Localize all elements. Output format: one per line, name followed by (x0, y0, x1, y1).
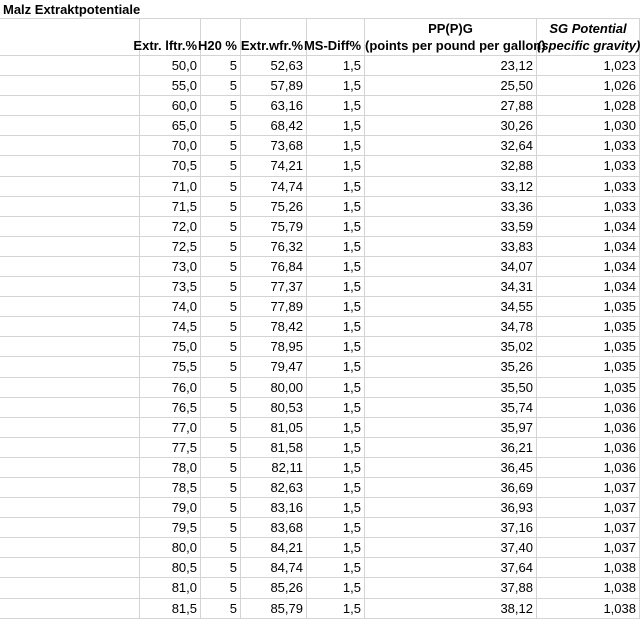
cell-empty[interactable] (0, 197, 140, 216)
cell-extr-wfr[interactable]: 74,21 (241, 156, 307, 175)
cell-empty[interactable] (0, 317, 140, 336)
table-row (0, 297, 640, 317)
cell-h20[interactable]: 5 (201, 578, 241, 597)
cell-ppg[interactable]: 38,12 (365, 599, 537, 618)
cell-ppg[interactable]: 34,31 (365, 277, 537, 296)
cell-ppg[interactable]: 35,97 (365, 418, 537, 437)
cell-h20[interactable]: 5 (201, 257, 241, 276)
cell-sg-potential[interactable]: 1,033 (537, 197, 640, 216)
cell-empty[interactable] (0, 56, 140, 75)
cell-sg-potential[interactable]: 1,037 (537, 498, 640, 517)
cell-ppg[interactable]: 34,78 (365, 317, 537, 336)
cell-empty[interactable] (0, 498, 140, 517)
sheet-title[interactable]: Malz Extraktpotentiale (3, 2, 141, 17)
cell-extr-wfr[interactable]: 75,26 (241, 197, 307, 216)
cell-ms-diff[interactable]: 1,5 (307, 378, 365, 397)
cell-extr-lftr[interactable]: 74,5 (140, 317, 201, 336)
cell-sg-potential[interactable]: 1,036 (537, 458, 640, 477)
cell-empty[interactable] (0, 277, 140, 296)
cell-empty[interactable] (0, 96, 140, 115)
cell-ms-diff[interactable]: 1,5 (307, 217, 365, 236)
cell-ppg[interactable]: 35,02 (365, 337, 537, 356)
cell-empty[interactable] (0, 599, 140, 618)
table-row (0, 518, 640, 538)
table-row (0, 478, 640, 498)
cell-ms-diff[interactable]: 1,5 (307, 418, 365, 437)
cell-ms-diff[interactable]: 1,5 (307, 76, 365, 95)
cell-ms-diff[interactable]: 1,5 (307, 398, 365, 417)
cell-extr-lftr[interactable]: 78,0 (140, 458, 201, 477)
cell-extr-wfr[interactable]: 77,37 (241, 277, 307, 296)
table-row (0, 56, 640, 76)
cell-ppg[interactable]: 25,50 (365, 76, 537, 95)
cell-empty[interactable] (0, 297, 140, 316)
table-body (0, 56, 640, 619)
table-row (0, 337, 640, 357)
header-h20[interactable]: H20 % (201, 19, 241, 55)
cell-sg-potential[interactable]: 1,034 (537, 217, 640, 236)
cell-sg-potential[interactable]: 1,037 (537, 518, 640, 537)
cell-ms-diff[interactable]: 1,5 (307, 518, 365, 537)
cell-h20[interactable]: 5 (201, 378, 241, 397)
cell-sg-potential[interactable]: 1,035 (537, 357, 640, 376)
cell-extr-wfr[interactable]: 74,74 (241, 177, 307, 196)
header-extr-lftr[interactable]: Extr. lftr.% (140, 19, 201, 55)
table-row (0, 378, 640, 398)
cell-h20[interactable]: 5 (201, 217, 241, 236)
cell-ppg[interactable]: 36,45 (365, 458, 537, 477)
cell-ppg[interactable]: 37,16 (365, 518, 537, 537)
cell-empty[interactable] (0, 237, 140, 256)
cell-h20[interactable]: 5 (201, 156, 241, 175)
header-ppg[interactable]: PP(P)G (points per pound per gallon) (365, 21, 546, 53)
cell-extr-lftr[interactable]: 65,0 (140, 116, 201, 135)
header-ms-diff[interactable]: MS-Diff% (307, 19, 365, 55)
cell-extr-wfr[interactable]: 78,42 (241, 317, 307, 336)
table-row (0, 418, 640, 438)
cell-sg-potential[interactable]: 1,038 (537, 558, 640, 577)
table-row (0, 578, 640, 598)
cell-empty[interactable] (0, 438, 140, 457)
cell-empty[interactable] (0, 257, 140, 276)
table-row (0, 558, 640, 578)
cell-extr-lftr[interactable]: 60,0 (140, 96, 201, 115)
cell-h20[interactable]: 5 (201, 337, 241, 356)
cell-h20[interactable]: 5 (201, 116, 241, 135)
cell-h20[interactable]: 5 (201, 558, 241, 577)
cell-ms-diff[interactable]: 1,5 (307, 197, 365, 216)
cell-extr-wfr[interactable]: 85,79 (241, 599, 307, 618)
cell-empty[interactable] (0, 116, 140, 135)
cell-sg-potential[interactable]: 1,035 (537, 297, 640, 316)
cell-ms-diff[interactable]: 1,5 (307, 136, 365, 155)
cell-ms-diff[interactable]: 1,5 (307, 297, 365, 316)
table-row (0, 599, 640, 619)
table-row (0, 538, 640, 558)
cell-ms-diff[interactable]: 1,5 (307, 478, 365, 497)
cell-h20[interactable]: 5 (201, 96, 241, 115)
cell-extr-wfr[interactable]: 77,89 (241, 297, 307, 316)
cell-extr-lftr[interactable]: 75,0 (140, 337, 201, 356)
cell-h20[interactable]: 5 (201, 418, 241, 437)
cell-ms-diff[interactable]: 1,5 (307, 438, 365, 457)
cell-ms-diff[interactable]: 1,5 (307, 317, 365, 336)
cell-extr-wfr[interactable]: 80,00 (241, 378, 307, 397)
cell-empty[interactable] (0, 558, 140, 577)
table-row (0, 257, 640, 277)
table-row (0, 237, 640, 257)
cell-extr-wfr[interactable]: 83,16 (241, 498, 307, 517)
cell-sg-potential[interactable]: 1,023 (537, 56, 640, 75)
cell-extr-lftr[interactable]: 50,0 (140, 56, 201, 75)
cell-ms-diff[interactable]: 1,5 (307, 578, 365, 597)
cell-h20[interactable]: 5 (201, 357, 241, 376)
table-row (0, 438, 640, 458)
cell-h20[interactable]: 5 (201, 478, 241, 497)
cell-extr-lftr[interactable]: 77,5 (140, 438, 201, 457)
cell-extr-lftr[interactable]: 77,0 (140, 418, 201, 437)
cell-extr-wfr[interactable]: 63,16 (241, 96, 307, 115)
cell-sg-potential[interactable]: 1,035 (537, 337, 640, 356)
cell-ms-diff[interactable]: 1,5 (307, 357, 365, 376)
cell-extr-lftr[interactable]: 72,0 (140, 217, 201, 236)
cell-extr-wfr[interactable]: 52,63 (241, 56, 307, 75)
cell-ppg[interactable]: 36,93 (365, 498, 537, 517)
table-row (0, 217, 640, 237)
cell-empty[interactable] (0, 136, 140, 155)
cell-ppg[interactable]: 37,88 (365, 578, 537, 597)
cell-extr-lftr[interactable]: 79,0 (140, 498, 201, 517)
cell-ppg[interactable]: 27,88 (365, 96, 537, 115)
cell-ppg[interactable]: 33,59 (365, 217, 537, 236)
table-row (0, 357, 640, 377)
table-row (0, 458, 640, 478)
cell-extr-lftr[interactable]: 76,0 (140, 378, 201, 397)
cell-h20[interactable]: 5 (201, 56, 241, 75)
cell-ppg[interactable]: 35,50 (365, 378, 537, 397)
cell-empty[interactable] (0, 418, 140, 437)
cell-sg-potential[interactable]: 1,036 (537, 418, 640, 437)
cell-ms-diff[interactable]: 1,5 (307, 277, 365, 296)
cell-extr-lftr[interactable]: 70,5 (140, 156, 201, 175)
cell-extr-wfr[interactable]: 80,53 (241, 398, 307, 417)
cell-extr-lftr[interactable]: 70,0 (140, 136, 201, 155)
cell-extr-lftr[interactable]: 71,0 (140, 177, 201, 196)
cell-empty[interactable] (0, 538, 140, 557)
cell-ppg[interactable]: 36,21 (365, 438, 537, 457)
cell-extr-wfr[interactable]: 68,42 (241, 116, 307, 135)
cell-ppg[interactable]: 36,69 (365, 478, 537, 497)
cell-extr-wfr[interactable]: 81,58 (241, 438, 307, 457)
cell-ppg[interactable]: 35,74 (365, 398, 537, 417)
cell-ppg[interactable]: 32,88 (365, 156, 537, 175)
cell-extr-lftr[interactable]: 81,0 (140, 578, 201, 597)
cell-h20[interactable]: 5 (201, 136, 241, 155)
cell-ppg[interactable]: 32,64 (365, 136, 537, 155)
cell-h20[interactable]: 5 (201, 438, 241, 457)
cell-empty[interactable] (0, 156, 140, 175)
cell-extr-wfr[interactable]: 81,05 (241, 418, 307, 437)
cell-extr-wfr[interactable]: 78,95 (241, 337, 307, 356)
cell-h20[interactable]: 5 (201, 538, 241, 557)
table-row (0, 156, 640, 176)
cell-h20[interactable]: 5 (201, 458, 241, 477)
table-row (0, 177, 640, 197)
cell-extr-lftr[interactable]: 81,5 (140, 599, 201, 618)
cell-h20[interactable]: 5 (201, 518, 241, 537)
cell-empty[interactable] (0, 378, 140, 397)
cell-sg-potential[interactable]: 1,035 (537, 378, 640, 397)
cell-ppg[interactable]: 30,26 (365, 116, 537, 135)
cell-h20[interactable]: 5 (201, 297, 241, 316)
cell-extr-lftr[interactable]: 75,5 (140, 357, 201, 376)
cell-empty[interactable] (0, 76, 140, 95)
cell-empty[interactable] (0, 458, 140, 477)
cell-empty[interactable] (0, 357, 140, 376)
cell-ms-diff[interactable]: 1,5 (307, 257, 365, 276)
cell-extr-wfr[interactable]: 75,79 (241, 217, 307, 236)
cell-sg-potential[interactable]: 1,038 (537, 599, 640, 618)
cell-h20[interactable]: 5 (201, 317, 241, 336)
cell-ppg[interactable]: 33,83 (365, 237, 537, 256)
table-row (0, 277, 640, 297)
cell-h20[interactable]: 5 (201, 599, 241, 618)
cell-extr-lftr[interactable]: 73,0 (140, 257, 201, 276)
title-row (0, 0, 640, 19)
cell-extr-wfr[interactable]: 76,32 (241, 237, 307, 256)
cell-h20[interactable]: 5 (201, 237, 241, 256)
header-sg-potential[interactable]: SG Potential (specific gravity) (537, 21, 640, 53)
cell-sg-potential[interactable]: 1,037 (537, 538, 640, 557)
cell-extr-wfr[interactable]: 84,74 (241, 558, 307, 577)
cell-ms-diff[interactable]: 1,5 (307, 177, 365, 196)
table-row (0, 96, 640, 116)
cell-ppg[interactable]: 23,12 (365, 56, 537, 75)
cell-ppg[interactable]: 37,40 (365, 538, 537, 557)
cell-ppg[interactable]: 34,07 (365, 257, 537, 276)
cell-ppg[interactable]: 37,64 (365, 558, 537, 577)
cell-extr-wfr[interactable]: 82,11 (241, 458, 307, 477)
cell-extr-lftr[interactable]: 74,0 (140, 297, 201, 316)
data-grid (0, 19, 640, 619)
table-row (0, 136, 640, 156)
cell-extr-wfr[interactable]: 76,84 (241, 257, 307, 276)
cell-sg-potential[interactable]: 1,037 (537, 478, 640, 497)
cell-sg-potential[interactable]: 1,033 (537, 177, 640, 196)
cell-h20[interactable]: 5 (201, 197, 241, 216)
cell-ms-diff[interactable]: 1,5 (307, 56, 365, 75)
cell-sg-potential[interactable]: 1,028 (537, 96, 640, 115)
cell-sg-potential[interactable]: 1,030 (537, 116, 640, 135)
cell-sg-potential[interactable]: 1,035 (537, 317, 640, 336)
table-row (0, 498, 640, 518)
cell-h20[interactable]: 5 (201, 277, 241, 296)
cell-sg-potential[interactable]: 1,034 (537, 257, 640, 276)
cell-sg-potential[interactable]: 1,026 (537, 76, 640, 95)
cell-h20[interactable]: 5 (201, 498, 241, 517)
cell-sg-potential[interactable]: 1,038 (537, 578, 640, 597)
cell-h20[interactable]: 5 (201, 76, 241, 95)
cell-extr-wfr[interactable]: 84,21 (241, 538, 307, 557)
cell-ms-diff[interactable]: 1,5 (307, 599, 365, 618)
cell-extr-wfr[interactable]: 79,47 (241, 357, 307, 376)
cell-extr-wfr[interactable]: 85,26 (241, 578, 307, 597)
cell-extr-lftr[interactable]: 79,5 (140, 518, 201, 537)
table-row (0, 76, 640, 96)
cell-extr-lftr[interactable]: 78,5 (140, 478, 201, 497)
cell-h20[interactable]: 5 (201, 177, 241, 196)
cell-extr-lftr[interactable]: 71,5 (140, 197, 201, 216)
cell-sg-potential[interactable]: 1,033 (537, 156, 640, 175)
cell-empty[interactable] (0, 217, 140, 236)
cell-ppg[interactable]: 35,26 (365, 357, 537, 376)
cell-empty[interactable] (0, 578, 140, 597)
cell-extr-lftr[interactable]: 72,5 (140, 237, 201, 256)
cell-extr-wfr[interactable]: 57,89 (241, 76, 307, 95)
header-cell-empty[interactable] (0, 19, 140, 55)
cell-sg-potential[interactable]: 1,033 (537, 136, 640, 155)
cell-extr-lftr[interactable]: 55,0 (140, 76, 201, 95)
cell-sg-potential[interactable]: 1,034 (537, 237, 640, 256)
cell-ms-diff[interactable]: 1,5 (307, 116, 365, 135)
table-row (0, 317, 640, 337)
cell-extr-lftr[interactable]: 80,0 (140, 538, 201, 557)
cell-extr-wfr[interactable]: 83,68 (241, 518, 307, 537)
cell-ms-diff[interactable]: 1,5 (307, 156, 365, 175)
cell-ppg[interactable]: 33,12 (365, 177, 537, 196)
cell-ms-diff[interactable]: 1,5 (307, 337, 365, 356)
cell-ms-diff[interactable]: 1,5 (307, 458, 365, 477)
cell-extr-wfr[interactable]: 82,63 (241, 478, 307, 497)
cell-ms-diff[interactable]: 1,5 (307, 538, 365, 557)
cell-extr-lftr[interactable]: 76,5 (140, 398, 201, 417)
cell-sg-potential[interactable]: 1,036 (537, 398, 640, 417)
cell-empty[interactable] (0, 337, 140, 356)
cell-empty[interactable] (0, 398, 140, 417)
cell-sg-potential[interactable]: 1,034 (537, 277, 640, 296)
header-row (0, 19, 640, 56)
cell-ms-diff[interactable]: 1,5 (307, 558, 365, 577)
table-row (0, 398, 640, 418)
table-row (0, 197, 640, 217)
cell-empty[interactable] (0, 177, 140, 196)
cell-extr-wfr[interactable]: 73,68 (241, 136, 307, 155)
cell-ppg[interactable]: 33,36 (365, 197, 537, 216)
header-extr-wfr[interactable]: Extr.wfr.% (241, 19, 307, 55)
cell-ms-diff[interactable]: 1,5 (307, 96, 365, 115)
cell-h20[interactable]: 5 (201, 398, 241, 417)
cell-empty[interactable] (0, 518, 140, 537)
cell-ms-diff[interactable]: 1,5 (307, 237, 365, 256)
cell-extr-lftr[interactable]: 73,5 (140, 277, 201, 296)
cell-empty[interactable] (0, 478, 140, 497)
cell-ms-diff[interactable]: 1,5 (307, 498, 365, 517)
table-row (0, 116, 640, 136)
cell-ppg[interactable]: 34,55 (365, 297, 537, 316)
cell-extr-lftr[interactable]: 80,5 (140, 558, 201, 577)
cell-sg-potential[interactable]: 1,036 (537, 438, 640, 457)
